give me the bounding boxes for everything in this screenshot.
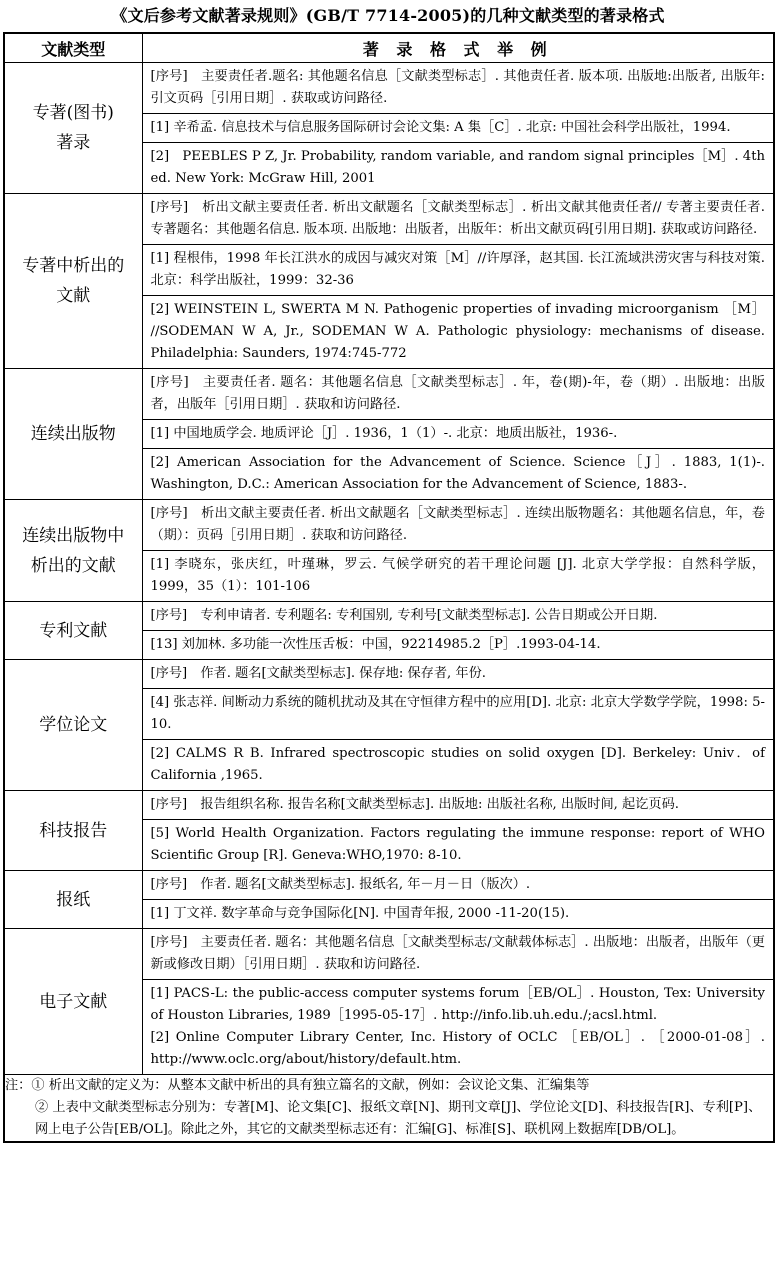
doc-type-label: 专利文献 [39, 620, 108, 641]
format-example: [1] PACS-L: the public-access computer systems forum［EB/OL］. Houston, Tex: University of Houston Libraries, 1989［1995-05-17］. http://info.lib.uh.edu./;acsl.html. [2] Online Computer Library Center, Inc. History of OCLC ［EB/OL］. ［2000-01-08］. http://www.oclc.org/about/history/default.htm. [150, 986, 765, 1067]
format-template: [序号] 专利申请者. 专利题名: 专利国别, 专利号[文献类型标志]. 公告日期或公开日期. [143, 602, 774, 631]
notes-row [4, 1075, 774, 1143]
format-template: [序号] 主要责任者.题名: 其他题名信息［文献类型标志］. 其他责任者. 版本项. 出版地:出版者, 出版年: 引文页码［引用日期］. 获取或访问路径. [143, 63, 774, 114]
note-1: 注：① 析出文献的定义为：从整本文献中析出的具有独立篇名的文献，例如：会议论文集、汇编集等 [5, 1078, 590, 1093]
format-examples-cell [142, 369, 774, 500]
format-template: [序号] 作者. 题名[文献类型标志]. 保存地: 保存者, 年份. [143, 660, 774, 689]
format-examples-cell [142, 602, 774, 660]
format-examples-cell [142, 63, 774, 194]
format-examples-cell [142, 500, 774, 602]
doc-type-label: 电子文献 [39, 991, 108, 1012]
format-example: [2] American Association for the Advancement of Science. Science［J］. 1883, 1(1)-. Washington, D.C.: American Association for the Advancement of Science, 1883-. [150, 455, 765, 492]
table-row [4, 660, 774, 791]
citation-format-table [3, 32, 775, 1143]
table-row [4, 369, 774, 500]
header-format: 著 录 格 式 举 例 [142, 33, 774, 63]
doc-type-label: 学位论文 [39, 715, 108, 735]
format-example: [2] PEEBLES P Z, Jr. Probability, random variable, and random signal principles［M］. 4th ed. New York: McGraw Hill, 2001 [150, 149, 765, 186]
notes-cell [4, 1075, 774, 1143]
doc-type-label: 科技报告 [39, 820, 108, 841]
format-template: [序号] 作者. 题名[文献类型标志]. 报纸名, 年－月－日（版次）. [143, 871, 774, 900]
doc-type-cell [4, 500, 142, 602]
table-row [4, 63, 774, 194]
table-header-row [4, 33, 774, 63]
format-examples-cell [142, 194, 774, 369]
doc-type-label: 连续出版物中 [22, 525, 125, 546]
doc-type-cell [4, 369, 142, 500]
doc-type-cell [4, 602, 142, 660]
table-row [4, 602, 774, 660]
format-examples-cell [142, 871, 774, 929]
format-example: [1] 丁文祥. 数字革命与竞争国际化[N]. 中国青年报, 2000 -11-20(15). [150, 906, 570, 921]
doc-type-label: 连续出版物 [30, 424, 116, 444]
format-example: [13] 刘加林. 多功能一次性压舌板：中国，92214985.2［P］.1993-04-14. [150, 637, 601, 652]
format-example: [4] 张志祥. 间断动力系统的随机扰动及其在守恒律方程中的应用[D]. 北京: 北京大学数学学院，1998: 5-10. [143, 689, 774, 740]
doc-type-label: 专著(图书) [32, 103, 114, 123]
doc-type-cell [4, 660, 142, 791]
doc-type-cell [4, 871, 142, 929]
format-example: [5] World Health Organization. Factors regulating the immune response: report of WHO Scientific Group [R]. Geneva:WHO,1970: 8-10. [150, 826, 765, 863]
format-example: [2] CALMS R B. Infrared spectroscopic studies on solid oxygen [D]. Berkeley: Univ．of California ,1965. [150, 746, 765, 783]
doc-type-label: 专著中析出的 [22, 256, 125, 276]
format-template: [序号] 析出文献主要责任者. 析出文献题名［文献类型标志］. 析出文献其他责任者// 专著主要责任者. 专著题名：其他题名信息. 版本项. 出版地：出版者，出版年：析出文献页码[引用日期]. 获取或访问路径. [143, 194, 774, 245]
format-template: [序号] 主要责任者. 题名：其他题名信息［文献类型标志］. 年，卷(期)-年，卷（期）. 出版地：出版者，出版年［引用日期］. 获取和访问路径. [143, 369, 774, 420]
doc-type-cell [4, 63, 142, 194]
format-examples-cell [142, 791, 774, 871]
table-row [4, 791, 774, 871]
format-example: [1] 程根伟，1998 年长江洪水的成因与减灾对策［M］//许厚泽，赵其国. 长江流域洪涝灾害与科技对策. 北京：科学出版社，1999：32-36 [143, 245, 774, 296]
doc-type-cell [4, 929, 142, 1075]
format-example: [2] WEINSTEIN L, SWERTA M N. Pathogenic properties of invading microorganism ［M］ //SODEMAN W A, Jr., SODEMAN W A. Pathologic physiology: mechanisms of disease. Philadelphia: Saunders, 1974:745-772 [150, 302, 765, 361]
format-template: [序号] 报告组织名称. 报告名称[文献类型标志]. 出版地: 出版社名称, 出版时间, 起讫页码. [143, 791, 774, 820]
doc-type-label: 文献 [56, 286, 91, 306]
table-row [4, 871, 774, 929]
format-example: [1] 李晓东，张庆红，叶瑾琳，罗云. 气候学研究的若干理论问题 [J]. 北京大学学报：自然科学版，1999，35（1）：101-106 [150, 557, 765, 594]
table-row [4, 500, 774, 602]
format-example: [1] 辛希孟. 信息技术与信息服务国际研讨会论文集: A 集［C］. 北京: 中国社会科学出版社，1994. [143, 114, 774, 143]
format-template: [序号] 主要责任者. 题名：其他题名信息［文献类型标志/文献载体标志］. 出版地：出版者，出版年（更新或修改日期）［引用日期］. 获取和访问路径. [143, 929, 774, 980]
doc-type-label: 报纸 [56, 889, 91, 910]
format-example: [1] 中国地质学会. 地质评论［J］. 1936，1（1）-. 北京：地质出版社，1936-. [143, 420, 774, 449]
table-row [4, 194, 774, 369]
format-examples-cell [142, 660, 774, 791]
doc-type-label: 析出的文献 [30, 555, 116, 576]
note-2: ② 上表中文献类型标志分别为：专著[M]、论文集[C]、报纸文章[N]、期刊文章[J]、学位论文[D]、科技报告[R]、专利[P]、网上电子公告[EB/OL]。除此之外，其它的文献类型标志还有：汇编[G]、标准[S]、联机网上数据库[DB/OL]。 [35, 1100, 762, 1137]
doc-type-cell [4, 791, 142, 871]
table-row [4, 929, 774, 1075]
page-title: 《文后参考文献著录规则》(GB/T 7714-2005)的几种文献类型的著录格式 [111, 6, 665, 25]
header-type: 文献类型 [4, 33, 142, 63]
format-template: [序号] 析出文献主要责任者. 析出文献题名［文献类型标志］. 连续出版物题名：其他题名信息，年，卷（期）：页码［引用日期］. 获取和访问路径. [143, 500, 774, 551]
doc-type-label: 著录 [56, 133, 91, 153]
format-examples-cell [142, 929, 774, 1075]
table-body [4, 63, 774, 1075]
doc-type-cell [4, 194, 142, 369]
